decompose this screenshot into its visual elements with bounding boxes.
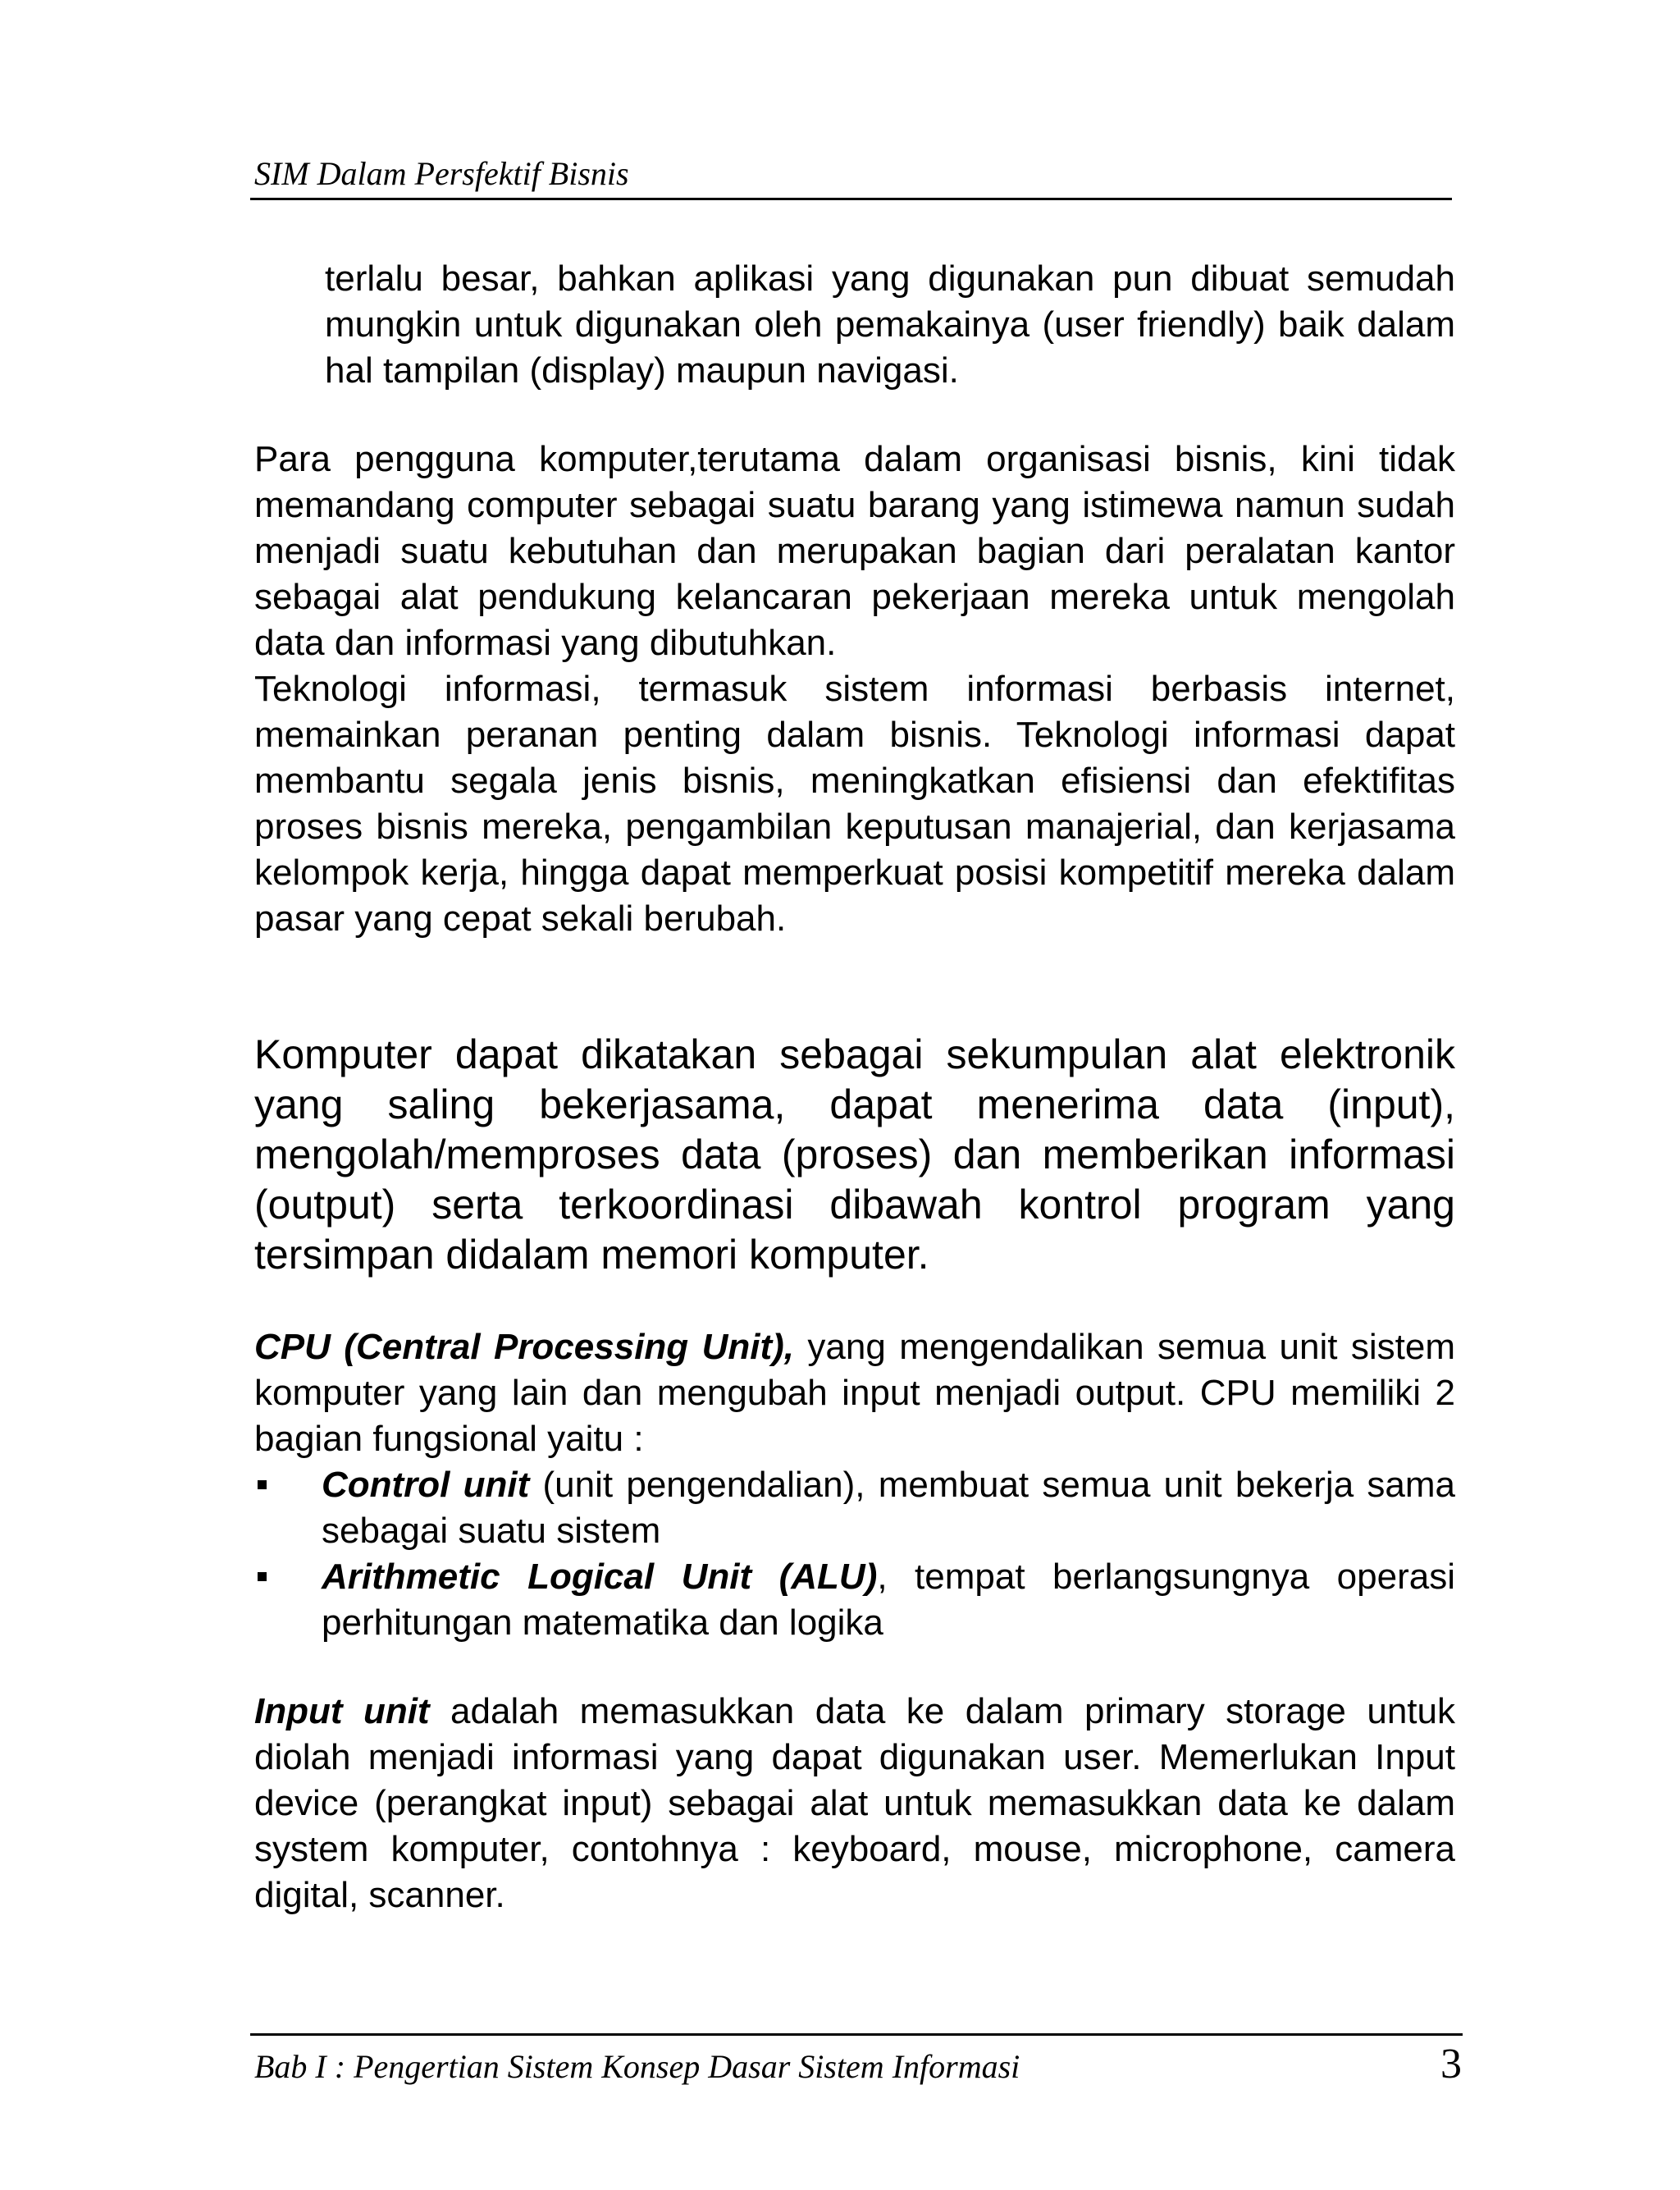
alu-term: Arithmetic Logical Unit (ALU) — [322, 1557, 878, 1597]
square-bullet-icon — [258, 1480, 267, 1489]
cpu-parts-list — [254, 1462, 1455, 1646]
input-unit-description: adalah memasukkan data ke dalam primary storage untuk diolah menjadi informasi yang dapat digunakan user. Memerlukan Input device (perangkat input) sebagai alat untuk memasukkan data ke dalam system komputer, contohnya : keyboard, mouse, microphone, camera digital, scanner. — [254, 1691, 1455, 1915]
running-footer-chapter: Bab I : Pengertian Sistem Konsep Dasar Sistem Informasi — [254, 2048, 1020, 2085]
footer-rule — [250, 2033, 1463, 2036]
paragraph-cpu — [254, 1324, 1455, 1462]
paragraph-input-unit — [254, 1689, 1455, 1918]
control-unit-description: (unit pengendalian), membuat semua unit bekerja sama sebagai suatu sistem — [322, 1465, 1455, 1551]
square-bullet-icon — [258, 1572, 267, 1581]
list-item-control-unit — [254, 1462, 1455, 1554]
control-unit-term: Control unit — [322, 1465, 530, 1505]
running-header-title: SIM Dalam Persfektif Bisnis — [254, 155, 629, 192]
list-item-alu — [254, 1554, 1455, 1646]
cpu-term: CPU (Central Processing Unit), — [254, 1327, 794, 1367]
paragraph-computer-definition: Komputer dapat dikatakan sebagai sekumpulan alat elektronik yang saling bekerjasama, dapat menerima data (input), mengolah/memproses data (proses) dan memberikan informasi (output) serta terkoordinasi dibawah kontrol program yang tersimpan didalam memori komputer. — [254, 1031, 1455, 1278]
continuation-paragraph: terlalu besar, bahkan aplikasi yang digunakan pun dibuat semudah mungkin untuk digunakan oleh pemakainya (user friendly) baik dalam hal tampilan (display) maupun navigasi. — [325, 258, 1455, 391]
input-unit-term: Input unit — [254, 1691, 430, 1731]
cpu-description: yang mengendalikan semua unit sistem komputer yang lain dan mengubah input menjadi output. CPU memiliki 2 bagian fungsional yaitu : — [254, 1327, 1455, 1459]
page-number: 3 — [1440, 2041, 1462, 2087]
paragraph-information-technology: Teknologi informasi, termasuk sistem informasi berbasis internet, memainkan peranan penting dalam bisnis. Teknologi informasi dapat membantu segala jenis bisnis, meningkatkan efisiensi dan efektifitas proses bisnis mereka, pengambilan keputusan manajerial, dan kerjasama kelompok kerja, hingga dapat memperkuat posisi kompetitif mereka dalam pasar yang cepat sekali berubah. — [254, 669, 1455, 939]
header-rule — [250, 198, 1452, 200]
alu-description: , tempat berlangsungnya operasi perhitungan matematika dan logika — [322, 1557, 1455, 1643]
paragraph-computer-users: Para pengguna komputer,terutama dalam organisasi bisnis, kini tidak memandang computer sebagai suatu barang yang istimewa namun sudah menjadi suatu kebutuhan dan merupakan bagian dari peralatan kantor sebagai alat pendukung kelancaran pekerjaan mereka untuk mengolah data dan informasi yang dibutuhkan. — [254, 439, 1455, 663]
